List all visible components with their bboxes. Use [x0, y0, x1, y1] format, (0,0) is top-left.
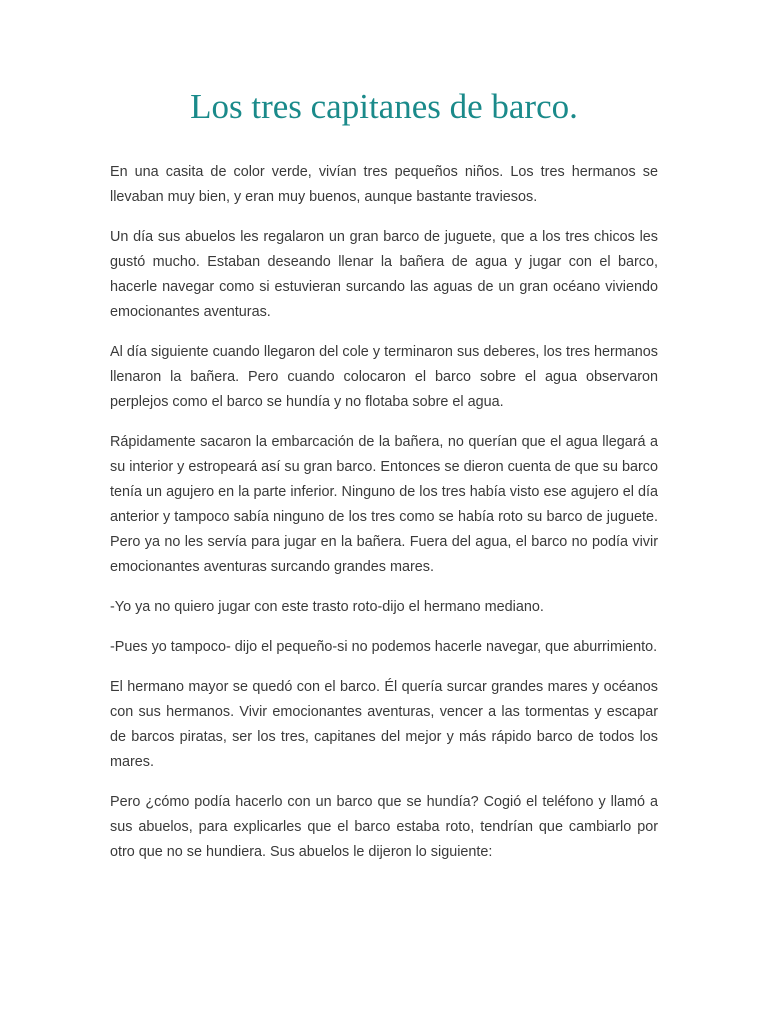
- dialogue-paragraph: -Pues yo tampoco- dijo el pequeño-si no podemos hacerle navegar, que aburrimiento.: [110, 639, 658, 655]
- paragraph: Al día siguiente cuando llegaron del cole y terminaron sus deberes, los tres hermanos llenaron la bañera. Pero cuando colocaron el barco sobre el agua observaron perplejos como el barco se hundía y no flotaba sobre el agua.: [110, 344, 658, 410]
- paragraph: Un día sus abuelos les regalaron un gran barco de juguete, que a los tres chicos les gustó mucho. Estaban deseando llenar la bañera de agua y jugar con el barco, hacerle navegar como si estuvieran surcando las aguas de un gran océano viviendo emocionantes aventuras.: [110, 229, 658, 320]
- dialogue-paragraph: -Yo ya no quiero jugar con este trasto roto-dijo el hermano mediano.: [110, 599, 544, 615]
- paragraph: El hermano mayor se quedó con el barco. Él quería surcar grandes mares y océanos con sus hermanos. Vivir emocionantes aventuras, vencer a las tormentas y escapar de barcos piratas, ser los tres, capitanes del mejor y más rápido barco de todos los mares.: [110, 679, 658, 770]
- document-title: Los tres capitanes de barco.: [190, 87, 578, 126]
- paragraph: Rápidamente sacaron la embarcación de la bañera, no querían que el agua llegará a su interior y estropeará así su gran barco. Entonces se dieron cuenta de que su barco tenía un agujero en la parte inferior. Ninguno de los tres había visto ese agujero el día anterior y tampoco sabía ninguno de los tres como se había roto su barco de juguete. Pero ya no les servía para jugar en la bañera. Fuera del agua, el barco no podía vivir emocionantes aventuras surcando grandes mares.: [110, 434, 658, 575]
- paragraph: En una casita de color verde, vivían tres pequeños niños. Los tres hermanos se llevaban muy bien, y eran muy buenos, aunque bastante traviesos.: [110, 164, 658, 205]
- document-body: [110, 160, 658, 880]
- paragraph: Pero ¿cómo podía hacerlo con un barco que se hundía? Cogió el teléfono y llamó a sus abuelos, para explicarles que el barco estaba roto, tendrían que cambiarlo por otro que no se hundiera. Sus abuelos le dijeron lo siguiente:: [110, 794, 658, 860]
